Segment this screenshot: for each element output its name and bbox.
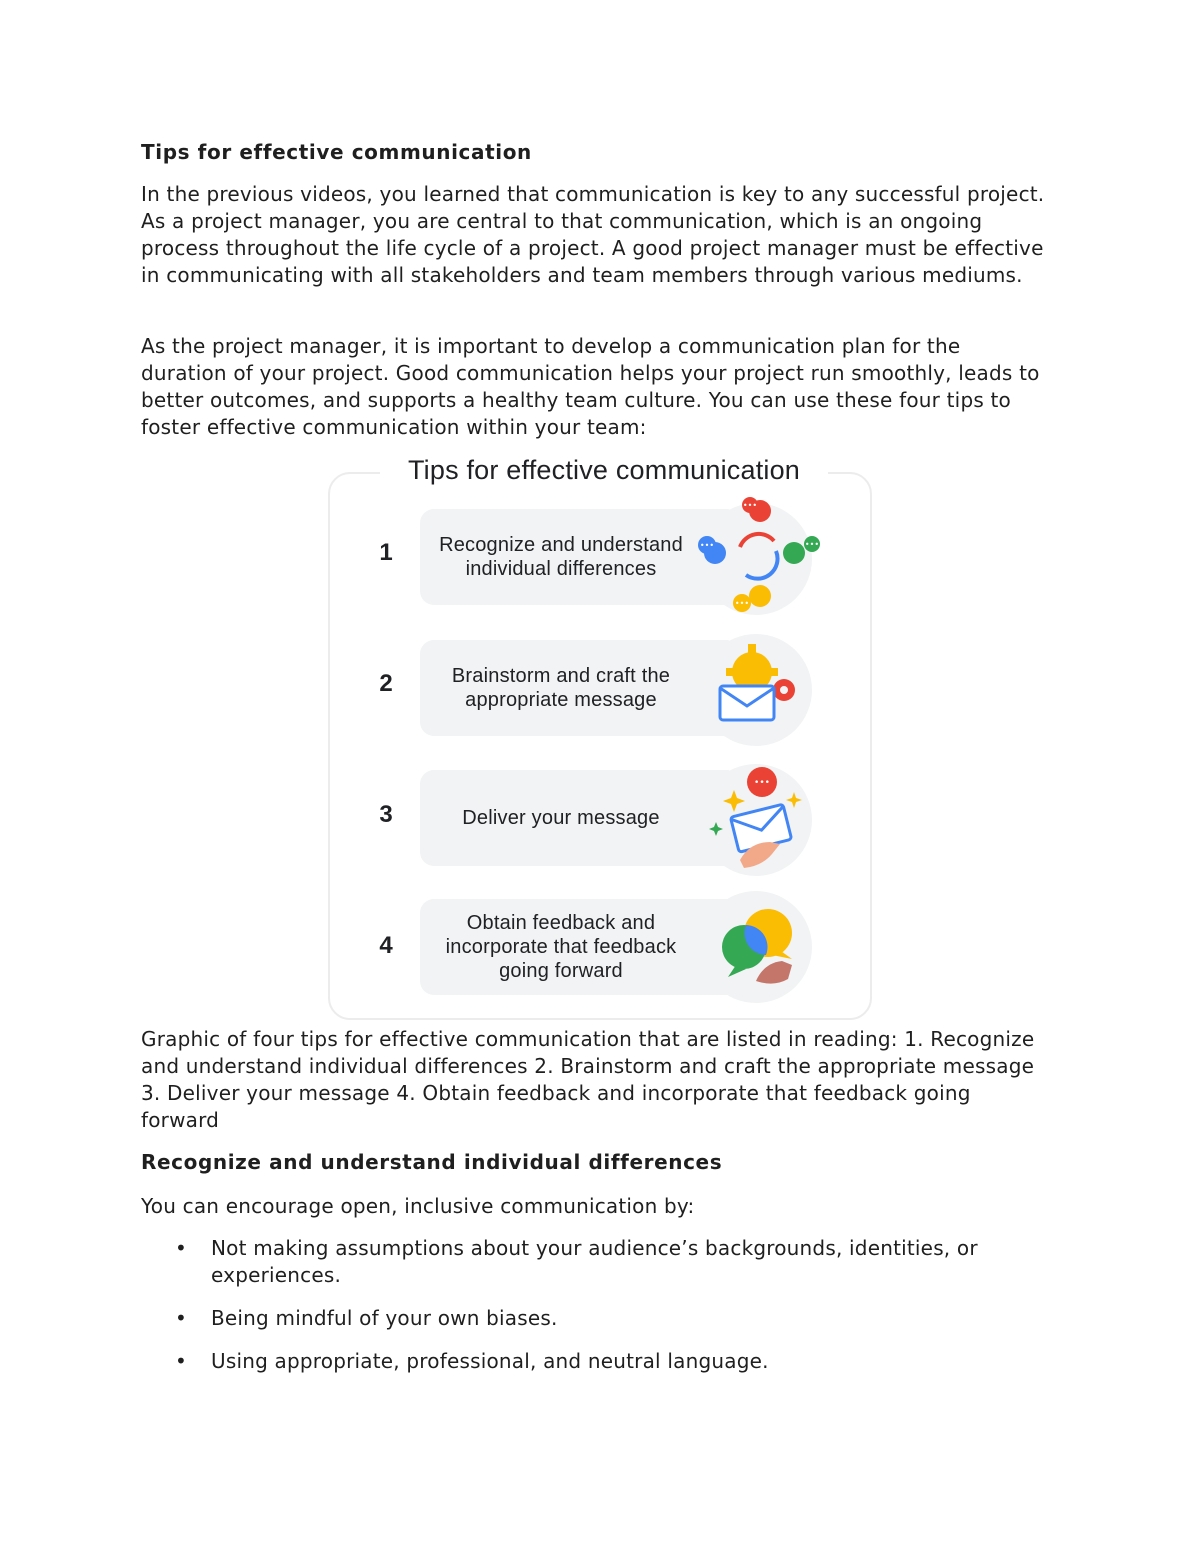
tip-card-3	[420, 770, 740, 866]
list-item-text: Using appropriate, professional, and neutral language.	[211, 1349, 769, 1373]
gear-envelope-icon	[700, 634, 812, 746]
tip-number-2: 2	[379, 670, 393, 697]
hand-envelope-icon	[700, 764, 812, 876]
list-item-text: Being mindful of your own biases.	[211, 1306, 558, 1330]
svg-text:•••: •••	[754, 778, 770, 788]
svg-text:•••: •••	[804, 540, 820, 549]
svg-text:•••: •••	[699, 541, 715, 550]
list-item	[141, 1305, 1041, 1332]
list-item-text: Not making assumptions about your audience’s backgrounds, identities, or experiences.	[211, 1236, 978, 1287]
graphic-caption: Graphic of four tips for effective communication that are listed in reading: 1. Recognize and understand individual differences 2. Brainstorm and craft the appropriate message 3. Deliver your message 4. Obtain feedback and incorporate that feedback going forward	[141, 1027, 1035, 1132]
intro-paragraph-1: In the previous videos, you learned that communication is key to any successful project. As a project manager, you are central to that communication, which is an ongoing process throughout the life cycle of a project. A good project manager must be effective in communicating with all stakeholders and team members through various mediums.	[141, 182, 1045, 287]
bullet: •	[175, 1306, 187, 1330]
bullet: •	[175, 1349, 187, 1373]
tip-number-1: 1	[379, 539, 393, 566]
tips-list	[141, 1235, 1041, 1391]
tip-label-4: Obtain feedback and incorporate that feedback going forward	[445, 912, 677, 982]
tip-card-2	[420, 640, 740, 736]
section-lead: You can encourage open, inclusive communication by:	[141, 1194, 695, 1218]
list-item	[141, 1235, 1041, 1289]
tip-label-1: Recognize and understand individual differences	[439, 534, 683, 580]
list-item	[141, 1348, 1041, 1375]
svg-text:•••: •••	[734, 599, 750, 608]
tip-label-2: Brainstorm and craft the appropriate message	[451, 665, 671, 711]
feedback-bubbles-icon	[700, 891, 812, 1003]
tip-label-3: Deliver your message	[462, 807, 660, 829]
tip-number-3: 3	[379, 801, 393, 828]
section-heading: Recognize and understand individual differences	[141, 1150, 723, 1174]
bullet: •	[175, 1236, 187, 1260]
people-chat-icon	[699, 501, 820, 615]
svg-text:•••: •••	[742, 501, 758, 510]
tip-number-4: 4	[379, 932, 393, 959]
tip-card-4	[420, 899, 740, 995]
page-title: Tips for effective communication	[141, 140, 532, 164]
intro-paragraph-2: As the project manager, it is important to develop a communication plan for the duration of your project. Good communication helps your project run smoothly, leads to better outcomes, and supports a healthy team culture. You can use these four tips to foster effective communication within your team:	[141, 334, 1040, 439]
graphic-title: Tips for effective communication	[380, 455, 828, 486]
